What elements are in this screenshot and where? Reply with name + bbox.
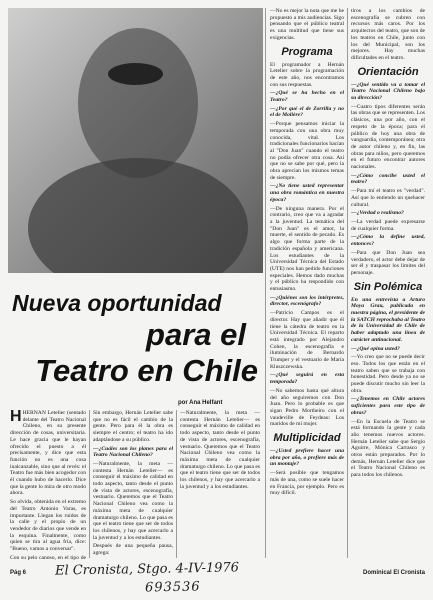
column-4 — [351, 8, 425, 560]
question: —¿Usted prefiere hacer una obra por año, o prefiere más de un montaje? — [270, 448, 344, 468]
paragraph: —No sabemos hasta qué altura del año seguiremos con Don Juan. Pero lo probable es que sigan Pedro Mortheiru con el vaudeville de Feydeau: Los maridos de mi mujer. — [270, 387, 344, 428]
paragraph: —Cuatro tipos diferentes serán las obras que se representen. Los clásicos, una por año, con el respeto de la época; para el público de hoy una obra de vanguardia, contemporánea; otra de autor chileno y, en fin, las obras para niños, pero queremos en el futuro encontrar autores nacionales. — [351, 103, 425, 171]
paragraph: —Será posible que tengamos más de una, como se suele hacer en Francia, por ejemplo. Pero es muy difícil. — [270, 470, 344, 497]
section-heading-orientacion: Orientación — [357, 65, 419, 78]
paragraph: Sin embargo, Hernán Letelier sabe que no es fácil el cambio de la gente. Pero para él la obra es siempre el centro; el teatro ha ido adaptándose a su público. — [93, 410, 173, 443]
question: —¿Por qué el de Zorrilla y no el de Molière? — [270, 105, 344, 119]
paragraph — [10, 410, 86, 497]
paragraph: —Naturalmente, la meta —contesta Hernán Letelier— es conseguir el máximo de calidad en todo aspecto, tanto desde el punto de vista de actores, escenografía, vestuario. Queremos que el Teatro Nacional Chileno vea como la máxima meta de cualquier dramaturgo chileno. Lo que pasa es que el teatro tiene que ser de todos los chilenos, y hay que acercarlo a la juventud y a los estudiantes. — [180, 410, 260, 490]
paragraph: —Yo creo que no se puede decir eso. Todos los que están en el teatro saben que se trabaja con honestidad. Pero desde ya no se puede discutir mucho sin leer la obra. — [351, 354, 425, 394]
paragraph: —Naturalmente, la meta —contesta Hernán Letelier— es conseguir el máximo de calidad en todo aspecto, tanto desde el punto de vista de actores, escenografía, vestuario. Queremos que el Teatro Nacional Chileno vea como la máxima meta de cualquier dramaturgo chileno. Lo que pasa es que el teatro tiene que ser de todos los chilenos, y hay que acercarlo a la juventud y a los estudiantes. — [93, 460, 173, 541]
question: —¿Verdad o realismo? — [351, 210, 404, 217]
column-rule — [347, 8, 348, 558]
question: —¿Qué sentido va a tomar el Teatro Nacional Chileno bajo su dirección? — [351, 81, 425, 102]
question: —¿Qué seguirá en esta temporada? — [270, 372, 344, 386]
paragraph: —Para mí el teatro es "verdad". Así que lo entiendo un quehacer cultural. — [351, 188, 425, 208]
portrait-photo — [8, 8, 263, 273]
question: —¿Qué opina usted? — [351, 345, 400, 352]
paragraph: —Patricio Campos es el director. Hay que añadir que él tiene la cátedra de teatro en la Universidad Técnica. El reparto está integrado por Alejandro Cohen, la escenografía e iluminación de Bernardo Trumper y el vestuario de María Kluszczewska. — [270, 310, 344, 370]
page-number: Pág 6 — [10, 570, 27, 576]
column-2 — [93, 410, 173, 560]
section-heading-programa: Programa — [281, 45, 333, 58]
paragraph: Con su pelo canoso, en el tipo de — [10, 554, 86, 560]
question: —¿Cómo concibe usted el teatro? — [351, 172, 425, 186]
paragraph: El programador a Hernán Letelier sobre la programación de este año, nos encontramos con sus respuestas. — [270, 61, 344, 88]
column-1 — [10, 410, 86, 560]
handwritten-archive-id: 693536 — [144, 579, 201, 596]
publication-credit: Dominical El Cronista — [362, 570, 425, 576]
paragraph-text: HERNAN Letelier (sentado delante del Teatro Nacional Chileno, en su presente dirección de cosas, universitaria. Le hace gracia que le hayan ofrecido el puesto a él precisamente, y dice que esta función no es una cosa inalcanzable, sino que al revés: el Teatro fue más bien acogedor con él cuando hubo de hacerlo. Dice que la gente lo mira de otro modo ahora. — [10, 410, 86, 497]
headline-line-1: Nueva oportunidad — [12, 290, 222, 316]
column-rule — [176, 410, 177, 558]
paragraph: So olvida, obtenida en el extremo del Teatro Antonio Varas, es importante. Llegan los ruidos de la calle y el propio de un vendedor de diarios que vende en la esquina. Finalmente, como quien se tira al agua fría, dice: "Bueno, vamos a conversar". — [10, 499, 86, 553]
headline-line-2: para el — [146, 317, 246, 352]
intro-question: En una entrevista a Arturo Moya Grau, publicada en nuestra página, el presidente de la SATCH reprochaba al Teatro de la Universidad de Chile de haber adaptado una línea de carácter antinacional. — [351, 296, 425, 343]
column-rule — [89, 410, 90, 558]
question: —¿Cuáles son los planes para el Teatro Nacional Chileno? — [93, 445, 173, 459]
paragraph: tiros a los cambios de escenografía se cubren con recursos más caros. Por los arquitectos del teatro, que son de los teatros en Chile, junto con los del Municipal, son los mejores. Hay muchas dificultades en el teatro. — [351, 8, 425, 61]
question: —¿Tenemos en Chile actores suficientes para este tipo de obras? — [351, 396, 425, 416]
paragraph: —Porque pensamos iniciar la temporada con una obra muy conocida, vital. Los tradicionales funcionarios hacían al "Don Juan" cuando el teatro no podía ofrecer otra cosa. Así que no se sabe por qué, pero la obra aprecian los mismos temas de siempre. — [270, 121, 344, 181]
paragraph: —De ninguna manera. Por el contrario, creo que va a agradar a la juventud. La temática del "Don Juan" es el amor, la muerte, el sentido de pecado. Es algo que forma parte de la tradición española y americana. Los estudiantes de la Universidad Técnica del Estado (UTE) nos han pedido funciones especiales. Hemos dado muchas y el público ha respondido con entusiasmo. — [270, 205, 344, 293]
section-heading-sin-polemica: Sin Polémica — [353, 280, 423, 293]
column-3 — [270, 8, 344, 560]
column-2b — [180, 410, 260, 560]
section-heading-multiplicidad: Multiplicidad — [273, 432, 341, 445]
question: —¿Qué se ha hecho en el Teatro? — [270, 90, 344, 104]
byline: por Ana Helfant — [178, 400, 223, 406]
dropcap: H — [10, 410, 22, 425]
question: —¿Quiénes son los intérpretes, director, escenógrafo? — [270, 294, 344, 308]
article-headline — [12, 290, 262, 389]
paragraph: —Para que Don Juan sea verdadero, el actor debe dejar de ser él y traspasar los límites del personaje. — [351, 249, 425, 276]
paragraph: —No es mejor la nota que me he propuesto a mis audiencias. Sigo pensando que el público teatral es una multitud que tiene sus exigencias. — [270, 8, 344, 41]
paragraph: Después de una pequeña pausa, agrega: — [93, 543, 173, 557]
paragraph: —La verdad puede expresarse de cualquier forma. — [351, 218, 425, 232]
question: —¿Cómo la define usted, entonces? — [351, 234, 425, 248]
column-rule — [265, 8, 266, 558]
handwritten-date: El Cronista, Stgo. 4-IV-1976 — [54, 560, 240, 579]
question: —¿No tiene usted representar una obra romántica en nuestra época? — [270, 183, 344, 203]
paragraph: —En la Escuela de Teatro se está formando la gente y cada año tenemos nuevos actores. Hernán Letelier sabe que Sergio Aguirre, Mónica Carrasco y otros están preparados. Por lo demás, Hernán Letelier dice que el Teatro Nacional Chileno es para todos los chilenos. — [351, 418, 425, 479]
headline-line-3: Teatro en Chile — [35, 353, 258, 388]
